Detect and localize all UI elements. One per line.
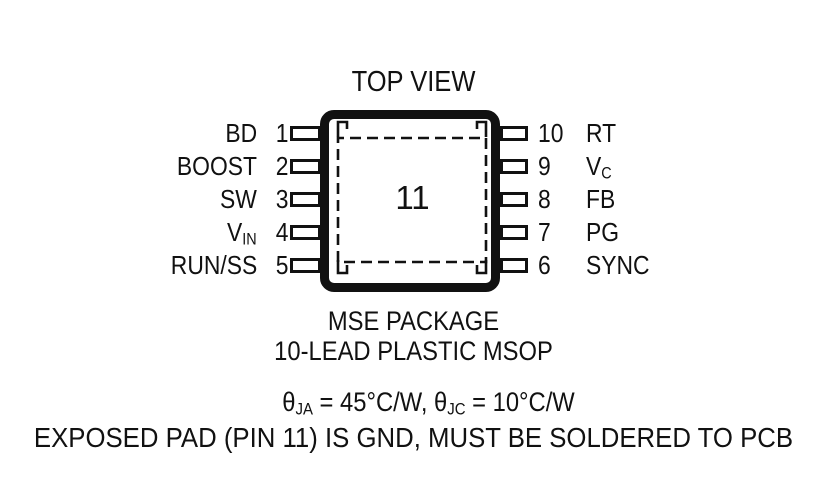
pin-stub-5 bbox=[290, 258, 321, 273]
exposed-pad-note: EXPOSED PAD (PIN 11) IS GND, MUST BE SOLDERED TO PCB bbox=[33, 422, 794, 453]
pin-4-number: 4 bbox=[275, 217, 288, 247]
pin-3-number: 3 bbox=[275, 184, 288, 214]
pin-10-number: 10 bbox=[538, 118, 564, 148]
pin-4-label: $V_{IN}$ bbox=[227, 217, 257, 249]
pad-corner-mark-top-left bbox=[338, 122, 347, 137]
package-name-label: MSE PACKAGE bbox=[327, 306, 500, 336]
pin-stub-2 bbox=[290, 159, 321, 174]
exposed-pad-number: 11 bbox=[395, 179, 430, 216]
pin-8-number: 8 bbox=[538, 184, 551, 214]
top-view-label: TOP VIEW bbox=[351, 66, 476, 98]
package-type-label: 10-LEAD PLASTIC MSOP bbox=[274, 336, 553, 366]
pin-stub-1 bbox=[290, 126, 321, 141]
pin-stub-8 bbox=[500, 192, 528, 207]
pin-3-label: SW bbox=[220, 184, 257, 214]
pin-8-label: FB bbox=[586, 184, 616, 214]
pin-6-label: SYNC bbox=[586, 250, 650, 280]
pin-2-label: BOOST bbox=[176, 151, 257, 181]
pin-stub-6 bbox=[500, 258, 528, 273]
pin-stub-4 bbox=[290, 225, 321, 240]
pin-5-number: 5 bbox=[275, 250, 288, 280]
pin-7-label: PG bbox=[586, 217, 620, 247]
pin-2-number: 2 bbox=[275, 151, 288, 181]
pin-1-label: BD bbox=[225, 118, 257, 148]
pin-10-label: RT bbox=[586, 118, 617, 148]
pin-9-number: 9 bbox=[538, 151, 551, 181]
thermal-note: $\theta_{JA} = 45^\circ C/W$, $\theta_{JC} = 10^\circ C/W$ bbox=[282, 387, 575, 419]
pin-stub-3 bbox=[290, 192, 321, 207]
pad-corner-mark-top-right bbox=[477, 122, 486, 137]
pin-stub-10 bbox=[500, 126, 528, 141]
pin-1-number: 1 bbox=[275, 118, 288, 148]
pin-5-label: RUN/SS bbox=[170, 250, 257, 280]
pin-6-number: 6 bbox=[538, 250, 551, 280]
pin-stub-9 bbox=[500, 159, 528, 174]
pin-stub-7 bbox=[500, 225, 528, 240]
pin-7-number: 7 bbox=[538, 217, 551, 247]
pin-9-label: $V_C$ bbox=[586, 151, 612, 183]
